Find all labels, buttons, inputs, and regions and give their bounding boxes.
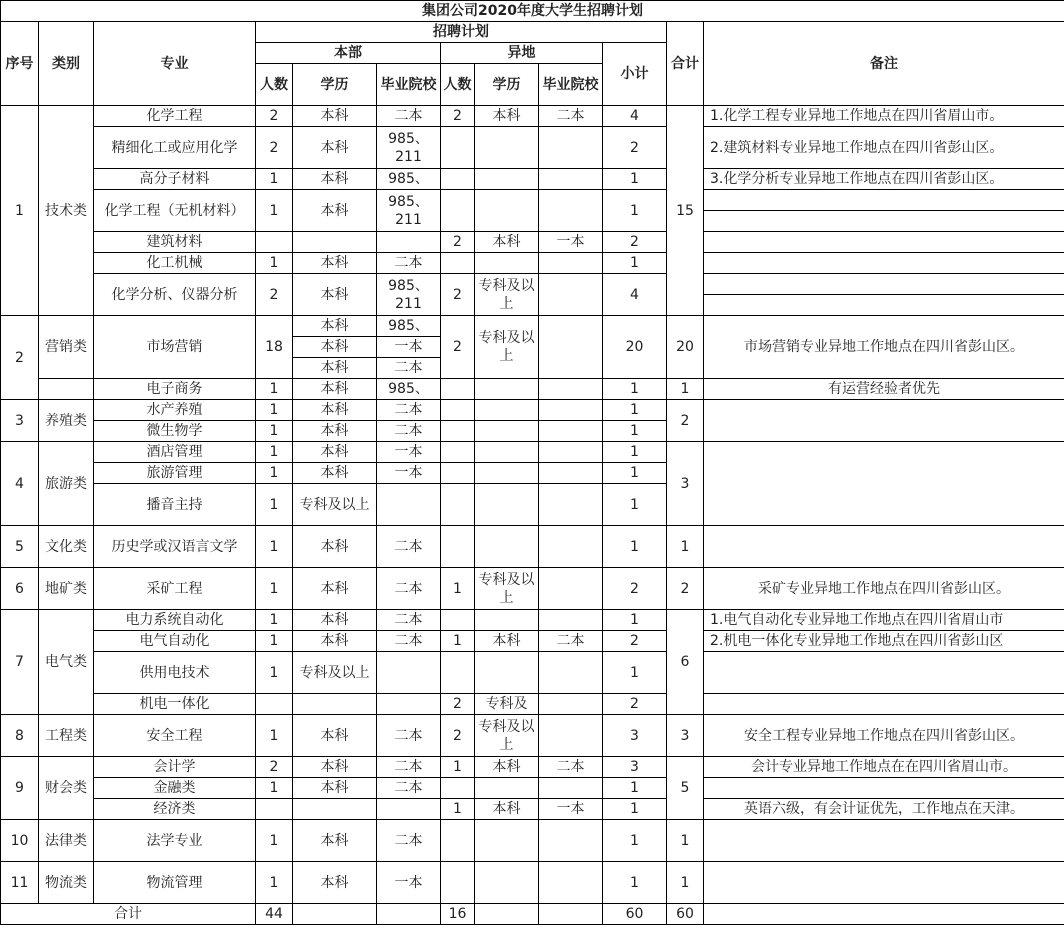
row-hq-count: 1	[256, 526, 293, 568]
row-hq-school: 一本	[377, 862, 441, 904]
row-rm-count: 2	[441, 694, 475, 715]
row-hq-school: 二本	[377, 778, 441, 799]
group-seq: 8	[1, 715, 39, 757]
row-rm-edu	[475, 379, 539, 400]
row-hq-edu: 本科	[293, 526, 377, 568]
header-seq: 序号	[1, 22, 39, 106]
row-rm-school	[539, 442, 603, 463]
row-rm-edu	[475, 778, 539, 799]
row-rm-school	[539, 463, 603, 484]
row-major: 市场营销	[94, 316, 256, 379]
row-rm-count	[441, 421, 475, 442]
row-hq-count	[256, 799, 293, 820]
row-rm-edu	[475, 421, 539, 442]
footer-note	[704, 904, 1064, 925]
row-subtotal: 1	[603, 862, 667, 904]
group-seq: 11	[1, 862, 39, 904]
row-rm-count	[441, 862, 475, 904]
row-rm-count	[441, 526, 475, 568]
row-major: 建筑材料	[94, 232, 256, 253]
row-rm-count: 1	[441, 799, 475, 820]
group-seq: 1	[1, 106, 39, 316]
row-hq-school: 一本	[377, 337, 441, 358]
group-seq: 10	[1, 820, 39, 862]
row-note	[704, 652, 1064, 694]
group-total: 2	[667, 568, 704, 610]
row-hq-edu: 本科	[293, 106, 377, 127]
row-rm-school: 二本	[539, 106, 603, 127]
row-hq-count: 1	[256, 400, 293, 421]
row-rm-school	[539, 169, 603, 190]
row-hq-edu: 本科	[293, 421, 377, 442]
row-rm-school	[539, 610, 603, 631]
row-subtotal: 2	[603, 568, 667, 610]
row-subtotal: 3	[603, 715, 667, 757]
row-rm-edu	[475, 820, 539, 862]
group-total: 20	[667, 316, 704, 379]
row-major: 播音主持	[94, 484, 256, 526]
row-hq-school: 二本	[377, 400, 441, 421]
row-hq-edu	[293, 799, 377, 820]
header-total: 合计	[667, 22, 704, 106]
row-rm-school	[539, 421, 603, 442]
row-major: 机电一体化	[94, 694, 256, 715]
row-hq-edu: 本科	[293, 715, 377, 757]
row-hq-edu: 本科	[293, 820, 377, 862]
row-rm-count: 1	[441, 631, 475, 652]
row-hq-school: 二本	[377, 820, 441, 862]
header-rm-count: 人数	[441, 64, 475, 106]
row-note	[704, 694, 1064, 715]
row-hq-edu: 本科	[293, 169, 377, 190]
row-hq-edu	[293, 694, 377, 715]
row-hq-school: 985、211	[377, 190, 441, 232]
row-hq-count: 1	[256, 442, 293, 463]
row-subtotal: 1	[603, 421, 667, 442]
row-rm-count	[441, 610, 475, 631]
row-rm-school: 二本	[539, 631, 603, 652]
row-rm-edu	[475, 526, 539, 568]
row-hq-school: 一本	[377, 442, 441, 463]
group-total: 6	[667, 610, 704, 715]
row-rm-count	[441, 190, 475, 232]
row-note: 有运营经验者优先	[704, 379, 1064, 400]
row-hq-edu: 本科	[293, 400, 377, 421]
row-hq-school	[377, 799, 441, 820]
row-rm-edu	[475, 442, 539, 463]
row-subtotal: 1	[603, 778, 667, 799]
row-note	[704, 526, 1064, 568]
row-subtotal: 1	[603, 463, 667, 484]
row-hq-count: 1	[256, 778, 293, 799]
row-hq-edu: 本科	[293, 778, 377, 799]
row-rm-school	[539, 379, 603, 400]
row-rm-school	[539, 862, 603, 904]
row-hq-edu: 本科	[293, 568, 377, 610]
row-hq-edu: 专科及以上	[293, 484, 377, 526]
row-rm-edu	[475, 610, 539, 631]
row-rm-count: 2	[441, 274, 475, 316]
row-rm-edu: 专科及以上	[475, 274, 539, 316]
row-major: 电气自动化	[94, 631, 256, 652]
row-major: 高分子材料	[94, 169, 256, 190]
row-rm-school	[539, 127, 603, 169]
row-major: 电力系统自动化	[94, 610, 256, 631]
row-subtotal: 1	[603, 526, 667, 568]
row-rm-edu	[475, 169, 539, 190]
group-category: 电气类	[39, 610, 94, 715]
row-rm-count	[441, 652, 475, 694]
row-subtotal: 1	[603, 442, 667, 463]
row-rm-school	[539, 778, 603, 799]
row-subtotal: 1	[603, 652, 667, 694]
group-seq: 9	[1, 757, 39, 820]
row-note: 3.化学分析专业异地工作地点在四川省彭山区。	[704, 169, 1064, 190]
group-category: 法律类	[39, 820, 94, 862]
row-rm-school	[539, 694, 603, 715]
row-rm-school	[539, 820, 603, 862]
row-hq-school	[377, 694, 441, 715]
row-hq-school: 985、211	[377, 127, 441, 169]
row-rm-count	[441, 379, 475, 400]
row-hq-school: 二本	[377, 757, 441, 778]
row-subtotal: 1	[603, 169, 667, 190]
footer-hq-count: 44	[256, 904, 293, 925]
row-note	[704, 232, 1064, 253]
row-hq-count: 1	[256, 820, 293, 862]
row-rm-edu: 专科及以上	[475, 568, 539, 610]
row-rm-school: 一本	[539, 232, 603, 253]
row-hq-count	[256, 232, 293, 253]
row-hq-count: 1	[256, 610, 293, 631]
footer-blank	[539, 904, 603, 925]
row-rm-school	[539, 253, 603, 274]
row-hq-edu: 本科	[293, 610, 377, 631]
row-rm-count	[441, 169, 475, 190]
row-rm-count	[441, 778, 475, 799]
row-rm-edu	[475, 463, 539, 484]
row-rm-edu: 本科	[475, 106, 539, 127]
row-major: 历史学或汉语言文学	[94, 526, 256, 568]
group-total: 1	[667, 862, 704, 904]
row-subtotal: 1	[603, 379, 667, 400]
group-total: 2	[667, 400, 704, 442]
row-hq-school: 一本	[377, 463, 441, 484]
row-rm-edu: 专科及以上	[475, 715, 539, 757]
row-rm-edu	[475, 652, 539, 694]
footer-subtotal: 60	[603, 904, 667, 925]
header-major: 专业	[94, 22, 256, 106]
row-subtotal: 1	[603, 253, 667, 274]
table-title: 集团公司2020年度大学生招聘计划	[1, 1, 1064, 22]
row-major: 化学工程	[94, 106, 256, 127]
group-total: 15	[667, 106, 704, 316]
row-note: 会计专业异地工作地点在在四川省眉山市。	[704, 757, 1064, 778]
row-subtotal: 1	[603, 400, 667, 421]
footer-blank	[293, 904, 377, 925]
row-major: 经济类	[94, 799, 256, 820]
row-total: 1	[667, 379, 704, 400]
row-subtotal: 3	[603, 757, 667, 778]
row-rm-count: 1	[441, 568, 475, 610]
row-rm-edu	[475, 190, 539, 232]
row-hq-school: 二本	[377, 358, 441, 379]
row-hq-count: 1	[256, 190, 293, 232]
row-major: 电子商务	[94, 379, 256, 400]
row-hq-count: 2	[256, 127, 293, 169]
header-note: 备注	[704, 22, 1064, 106]
row-note	[704, 442, 1064, 526]
row-hq-count: 1	[256, 379, 293, 400]
row-rm-edu: 本科	[475, 757, 539, 778]
row-note: 2.建筑材料专业异地工作地点在四川省彭山区。	[704, 127, 1064, 169]
row-note	[704, 295, 1064, 316]
row-subtotal: 2	[603, 694, 667, 715]
row-major: 安全工程	[94, 715, 256, 757]
header-hq-edu: 学历	[293, 64, 377, 106]
row-major: 精细化工或应用化学	[94, 127, 256, 169]
row-hq-count: 1	[256, 484, 293, 526]
row-rm-edu	[475, 862, 539, 904]
group-total: 3	[667, 442, 704, 526]
row-major: 金融类	[94, 778, 256, 799]
row-hq-edu: 本科	[293, 316, 377, 337]
row-note: 采矿专业异地工作地点在四川省彭山区。	[704, 568, 1064, 610]
row-major: 法学专业	[94, 820, 256, 862]
row-hq-count: 1	[256, 715, 293, 757]
row-rm-count: 2	[441, 232, 475, 253]
row-note	[704, 400, 1064, 442]
group-category-cont	[39, 379, 94, 400]
row-subtotal: 4	[603, 106, 667, 127]
row-major: 化工机械	[94, 253, 256, 274]
row-rm-count	[441, 442, 475, 463]
row-hq-edu: 本科	[293, 631, 377, 652]
footer-blank	[475, 904, 539, 925]
group-category: 工程类	[39, 715, 94, 757]
footer-rm-count: 16	[441, 904, 475, 925]
row-hq-edu: 本科	[293, 862, 377, 904]
row-hq-school: 二本	[377, 526, 441, 568]
row-rm-school	[539, 652, 603, 694]
header-rm-school: 毕业院校	[539, 64, 603, 106]
row-hq-count: 1	[256, 421, 293, 442]
row-hq-count: 1	[256, 253, 293, 274]
header-rm-edu: 学历	[475, 64, 539, 106]
row-hq-count: 1	[256, 652, 293, 694]
row-subtotal: 2	[603, 127, 667, 169]
row-major: 酒店管理	[94, 442, 256, 463]
row-major: 供用电技术	[94, 652, 256, 694]
row-note: 英语六级，有会计证优先，工作地点在天津。	[704, 799, 1064, 820]
row-hq-count: 1	[256, 169, 293, 190]
row-rm-count	[441, 463, 475, 484]
row-hq-count: 2	[256, 274, 293, 316]
row-subtotal: 1	[603, 610, 667, 631]
row-note	[704, 862, 1064, 904]
row-subtotal: 1	[603, 820, 667, 862]
row-subtotal: 2	[603, 631, 667, 652]
row-hq-count: 1	[256, 631, 293, 652]
group-category: 财会类	[39, 757, 94, 820]
group-category: 养殖类	[39, 400, 94, 442]
row-major: 化学分析、仪器分析	[94, 274, 256, 316]
row-note: 市场营销专业异地工作地点在四川省彭山区。	[704, 316, 1064, 379]
row-rm-count	[441, 484, 475, 526]
header-category: 类别	[39, 22, 94, 106]
group-seq: 6	[1, 568, 39, 610]
group-category: 物流类	[39, 862, 94, 904]
row-hq-school: 二本	[377, 106, 441, 127]
footer-total: 60	[667, 904, 704, 925]
row-rm-school	[539, 526, 603, 568]
row-rm-count: 2	[441, 106, 475, 127]
header-hq: 本部	[256, 43, 441, 64]
row-hq-school: 二本	[377, 631, 441, 652]
row-hq-count: 1	[256, 463, 293, 484]
group-category: 旅游类	[39, 442, 94, 526]
row-note	[704, 253, 1064, 274]
group-total: 3	[667, 715, 704, 757]
row-rm-school: 二本	[539, 757, 603, 778]
header-subtotal: 小计	[603, 43, 667, 106]
row-rm-count: 2	[441, 715, 475, 757]
row-note	[704, 778, 1064, 799]
footer-label: 合计	[1, 904, 256, 925]
group-total: 1	[667, 820, 704, 862]
row-note: 安全工程专业异地工作地点在四川省彭山区。	[704, 715, 1064, 757]
row-hq-school: 二本	[377, 715, 441, 757]
row-rm-edu: 专科及	[475, 694, 539, 715]
footer-blank	[377, 904, 441, 925]
group-total: 5	[667, 757, 704, 820]
row-rm-count	[441, 253, 475, 274]
row-major: 水产养殖	[94, 400, 256, 421]
row-subtotal: 1	[603, 799, 667, 820]
row-hq-school: 985、	[377, 379, 441, 400]
row-hq-school	[377, 232, 441, 253]
row-rm-school	[539, 568, 603, 610]
row-subtotal: 2	[603, 232, 667, 253]
row-subtotal: 4	[603, 274, 667, 316]
group-seq: 2	[1, 316, 39, 400]
group-category: 营销类	[39, 316, 94, 379]
row-hq-edu: 本科	[293, 127, 377, 169]
row-note	[704, 274, 1064, 295]
row-hq-edu: 本科	[293, 757, 377, 778]
row-hq-school: 二本	[377, 421, 441, 442]
row-note: 1.化学工程专业异地工作地点在四川省眉山市。	[704, 106, 1064, 127]
row-hq-count: 1	[256, 568, 293, 610]
group-seq: 3	[1, 400, 39, 442]
row-hq-count: 1	[256, 862, 293, 904]
row-rm-school	[539, 715, 603, 757]
row-rm-edu	[475, 127, 539, 169]
group-category: 地矿类	[39, 568, 94, 610]
row-rm-edu	[475, 400, 539, 421]
row-hq-edu	[293, 232, 377, 253]
row-hq-count	[256, 694, 293, 715]
row-major: 采矿工程	[94, 568, 256, 610]
header-remote: 异地	[441, 43, 603, 64]
row-rm-school	[539, 274, 603, 316]
row-hq-edu: 本科	[293, 190, 377, 232]
row-hq-count: 2	[256, 757, 293, 778]
row-note	[704, 820, 1064, 862]
row-rm-school	[539, 316, 603, 379]
row-hq-edu: 本科	[293, 463, 377, 484]
row-rm-count: 1	[441, 757, 475, 778]
row-rm-school: 一本	[539, 799, 603, 820]
row-hq-edu: 本科	[293, 337, 377, 358]
row-rm-school	[539, 484, 603, 526]
row-hq-school	[377, 652, 441, 694]
row-rm-count	[441, 127, 475, 169]
row-hq-count: 2	[256, 106, 293, 127]
row-note	[704, 211, 1064, 232]
row-rm-edu: 本科	[475, 232, 539, 253]
row-hq-school: 二本	[377, 253, 441, 274]
row-major: 旅游管理	[94, 463, 256, 484]
row-hq-school: 985、	[377, 316, 441, 337]
header-hq-school: 毕业院校	[377, 64, 441, 106]
row-hq-school: 二本	[377, 568, 441, 610]
row-note: 2.机电一体化专业异地工作地点在四川省彭山区	[704, 631, 1064, 652]
row-hq-edu: 本科	[293, 379, 377, 400]
group-category: 技术类	[39, 106, 94, 316]
group-seq: 7	[1, 610, 39, 715]
header-plan: 招聘计划	[256, 22, 667, 43]
row-major: 微生物学	[94, 421, 256, 442]
header-hq-count: 人数	[256, 64, 293, 106]
row-rm-school	[539, 190, 603, 232]
row-hq-count: 18	[256, 316, 293, 379]
row-note: 1.电气自动化专业异地工作地点在四川省眉山市	[704, 610, 1064, 631]
row-major: 会计学	[94, 757, 256, 778]
row-rm-school	[539, 400, 603, 421]
row-hq-edu: 专科及以上	[293, 652, 377, 694]
row-rm-count: 2	[441, 316, 475, 379]
row-note	[704, 190, 1064, 211]
row-rm-edu: 本科	[475, 631, 539, 652]
row-rm-count	[441, 820, 475, 862]
group-total: 1	[667, 526, 704, 568]
row-hq-school: 985、211	[377, 274, 441, 316]
row-hq-edu: 本科	[293, 442, 377, 463]
row-subtotal: 20	[603, 316, 667, 379]
row-hq-edu: 本科	[293, 253, 377, 274]
group-category: 文化类	[39, 526, 94, 568]
row-rm-edu	[475, 253, 539, 274]
row-rm-count	[441, 400, 475, 421]
row-hq-edu: 本科	[293, 358, 377, 379]
row-hq-school: 985、	[377, 169, 441, 190]
row-rm-edu: 专科及以上	[475, 316, 539, 379]
row-subtotal: 1	[603, 190, 667, 232]
row-rm-edu: 本科	[475, 799, 539, 820]
row-major: 化学工程（无机材料）	[94, 190, 256, 232]
row-hq-school: 二本	[377, 610, 441, 631]
group-seq: 5	[1, 526, 39, 568]
row-rm-edu	[475, 484, 539, 526]
row-hq-edu: 本科	[293, 274, 377, 316]
row-hq-school	[377, 484, 441, 526]
row-major: 物流管理	[94, 862, 256, 904]
row-subtotal: 1	[603, 484, 667, 526]
group-seq: 4	[1, 442, 39, 526]
